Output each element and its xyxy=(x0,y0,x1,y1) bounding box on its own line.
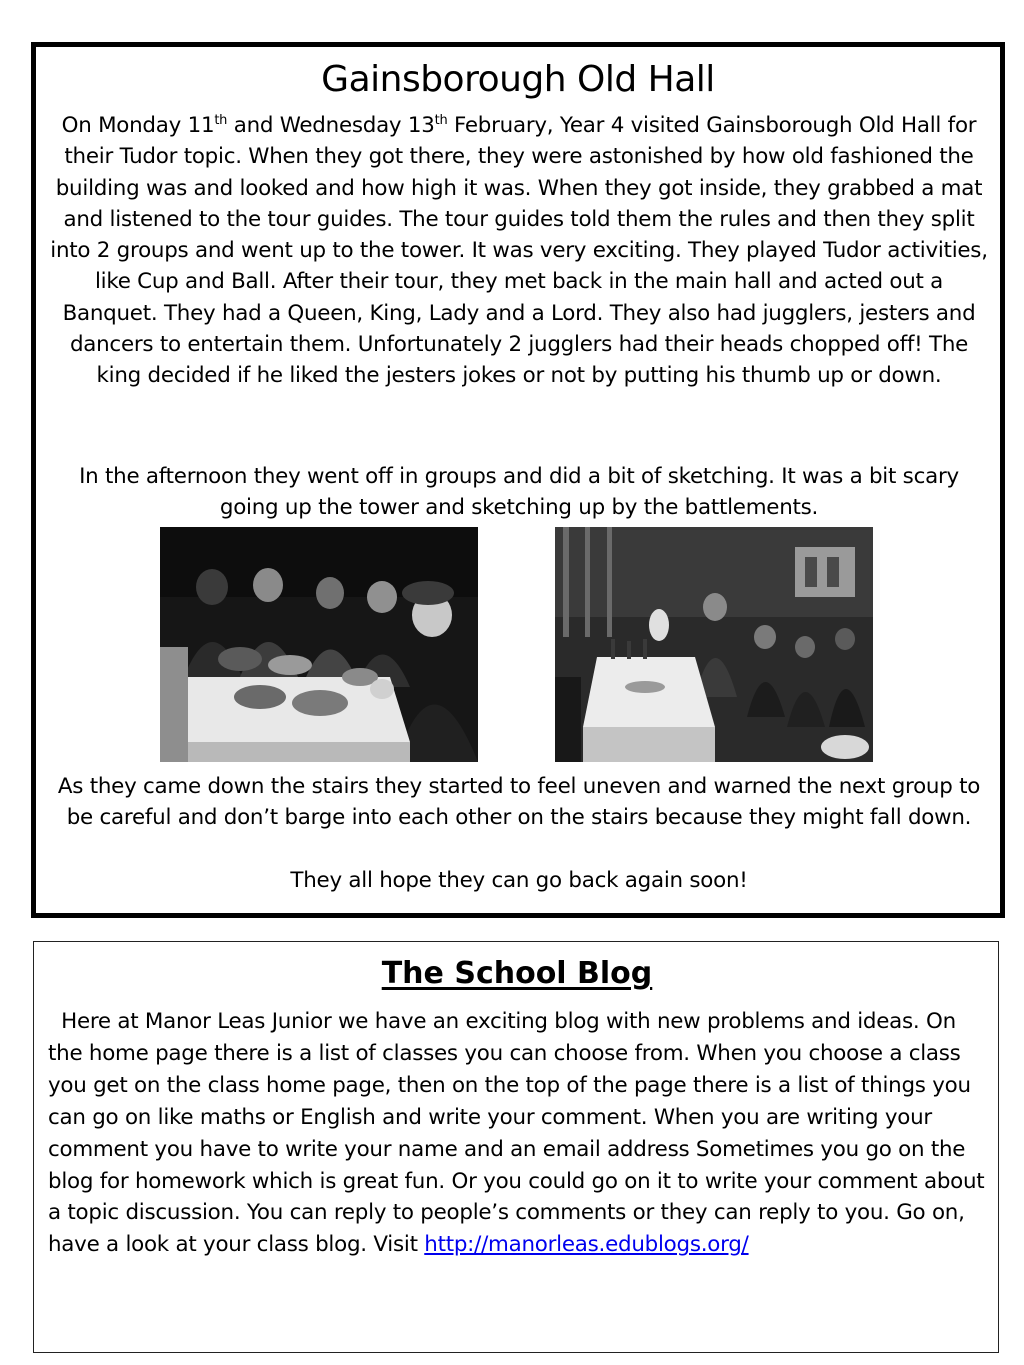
article-paragraph-4: They all hope they can go back again soon! xyxy=(290,868,748,893)
blog-body: Here at Manor Leas Junior we have an exciting blog with new problems and ideas. On the home page there is a list of classes you can choose from. When you choose a class you get on the class home page, then on the top of the page there is a list of things you can go on like maths or English and write your comment. When you are writing your comment you have to write your name and an email address Sometimes you go on the blog for homework which is great fun. Or you could go on it to write your comment about a topic discussion. You can reply to people’s comments or they can reply to you. Go on, have a look at your class blog. Visit xyxy=(48,1009,985,1258)
banquet-photo xyxy=(160,527,478,762)
article-paragraph-2: In the afternoon they went off in groups and did a bit of sketching. It was a bit scary going up the tower and sketching up by the battlements. xyxy=(79,464,959,521)
intro-part-c: February, Year 4 visited Gainsborough Old Hall for their Tudor topic. When they got there, they were astonished by how old fashioned the building was and looked and how high it was. When they got inside, they grabbed a mat and listened to the tour guides. The tour guides told them the rules and then they split into 2 groups and went up to the tower. It was very exciting. They played Tudor activities, like Cup and Ball. After their tour, they met back in the main hall and acted out a Banquet. They had a Queen, King, Lady and a Lord. They also had jugglers, jesters and dancers to entertain them. Unfortunately 2 jugglers had their heads chopped off! The king decided if he liked the jesters jokes or not by putting his thumb up or down. xyxy=(50,113,988,389)
intro-part-b: and Wednesday 13 xyxy=(227,113,435,138)
blog-link[interactable]: http://manorleas.edublogs.org/ xyxy=(424,1232,749,1258)
hall-photo xyxy=(555,527,873,762)
intro-part-a: On Monday 11 xyxy=(61,113,215,138)
blog-paragraph xyxy=(48,1006,993,1261)
article-box xyxy=(31,42,1005,918)
blog-title: The School Blog xyxy=(381,956,653,991)
article-paragraph-1 xyxy=(50,110,988,392)
article-paragraph-3: As they came down the stairs they started to feel uneven and warned the next group to be careful and don’t barge into each other on the stairs because they might fall down. xyxy=(57,774,981,831)
article-title: Gainsborough Old Hall xyxy=(321,59,715,100)
ordinal-suffix-a: th xyxy=(214,112,228,128)
ordinal-suffix-b: th xyxy=(434,112,448,128)
blog-box xyxy=(33,941,999,1353)
